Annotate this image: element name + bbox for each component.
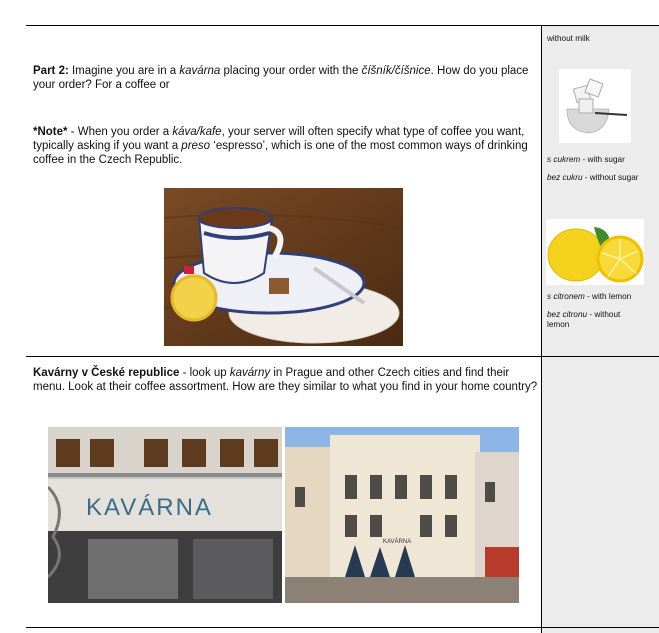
note-paragraph — [33, 125, 533, 167]
sugar-bowl-image — [559, 69, 631, 143]
bez-cukru-entry — [547, 173, 643, 183]
kavarna-storefront-photo — [48, 427, 282, 603]
definition: - without lemon — [547, 310, 621, 329]
part2-text: Imagine you are in a — [68, 65, 180, 77]
lemon-image — [546, 219, 644, 285]
definition: - with sugar — [580, 155, 625, 164]
row-divider — [26, 356, 659, 357]
note-text: ‘espresso’, which is one of the most common ways of drinking coffee in the Czech Republic. — [33, 140, 528, 166]
term-kavarna: kavárna — [179, 65, 221, 77]
part2-text: . How do you place your order? For a coffee or — [33, 65, 529, 91]
note-text: , your server will often specify what type of coffee you want, typically asking if you want a — [33, 126, 525, 152]
kavarny-title: Kavárny v České republice — [33, 367, 180, 379]
term-kavarny: kavárny — [229, 367, 271, 379]
part2-text: placing your order with the — [220, 65, 362, 77]
building-sign-text: KAVÁRNA — [383, 539, 412, 545]
square-building-photo — [285, 427, 519, 603]
term-bez-citronu: bez citronu — [547, 310, 588, 319]
storefront-sign-text: KAVÁRNA — [86, 494, 213, 521]
kavarny-text: in Prague and other Czech cities and find their menu. Look at their coffee assortment. How are they similar to what you find in your home country? — [33, 367, 538, 393]
term-kava: káva/kafe — [172, 126, 222, 138]
term-preso: preso — [181, 140, 211, 152]
kavarny-paragraph — [33, 366, 538, 394]
table-top-border — [26, 25, 659, 26]
kavarny-text: - look up — [179, 367, 230, 379]
term-s-cukrem: s cukrem — [547, 155, 581, 164]
part2-paragraph — [33, 64, 533, 92]
part2-label: Part 2: — [33, 65, 69, 77]
term-s-citronem: s citronem — [547, 292, 585, 301]
term-bez-cukru: bez cukru — [547, 173, 583, 182]
coffee-cup-photo — [164, 188, 403, 346]
note-label: *Note* — [33, 126, 68, 138]
s-cukrem-entry — [547, 155, 652, 165]
definition: - with lemon — [584, 292, 632, 301]
note-text: - When you order a — [67, 126, 173, 138]
s-citronem-entry — [547, 292, 652, 302]
without-milk-label: without milk — [547, 34, 590, 43]
definition: - without sugar — [582, 173, 639, 182]
table-bottom-border — [26, 627, 659, 628]
column-divider — [541, 25, 542, 633]
bez-citronu-entry — [547, 310, 643, 330]
term-cisnik: číšník/číšnice — [361, 65, 431, 77]
